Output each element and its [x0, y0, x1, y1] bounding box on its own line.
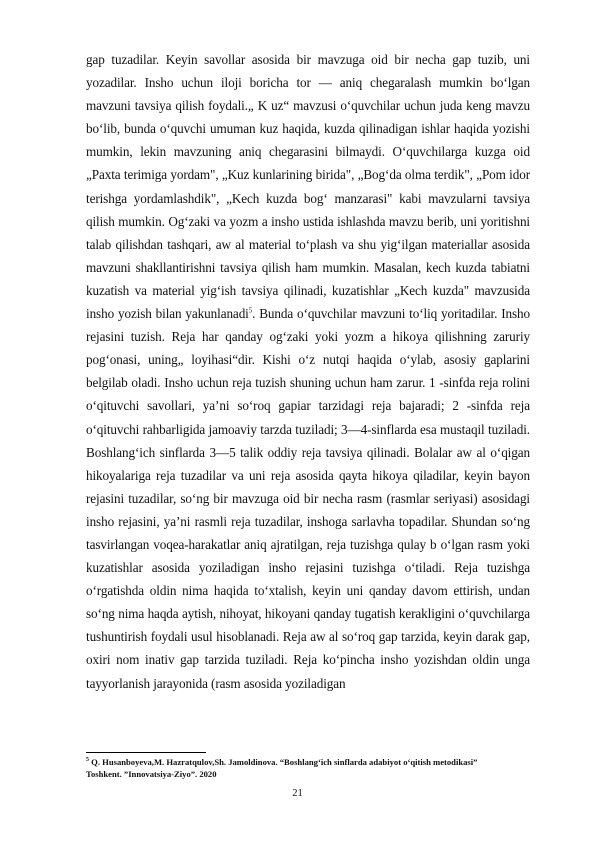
footnote-citation: Q. Husanboyeva,M. Hazratqulov,Sh. Jamoldinova. “Boshlang‘ich sinflarda adabiyot o‘qitish metodikasi” — [89, 757, 478, 767]
footnote-marker: 5 — [86, 757, 89, 764]
footnote-reference[interactable]: 5 — [248, 306, 253, 315]
footnote — [86, 756, 530, 780]
paragraph-text-part-1: gap tuzadilar. Keyin savollar asosida bir mavzuga oid bir necha gap tuzib, uni yozadilar. Insho uchun iloji boricha tor — aniq chegaralash mumkin bo‘lgan mavzuni tavsiya qilish foydali.„ K uz“ mavzusi o‘quvchilar uchun juda keng mavzu bo‘lib, bunda o‘quvchi umuman kuz haqida, kuzda qilinadigan ishlar haqida yozishi mumkin, lekin mavzuning aniq chegarasini bilmaydi. O‘quvchilarga kuzga oid „Paxta terimiga yordam", „Kuz kunlarining birida", „Bog‘da olma terdik", „Pom idor terishga yordamlashdik", „Kech kuzda bog‘ manzarasi" kabi mavzularni tavsiya qilish mumkin. Og‘zaki va yozm a insho ustida ishlashda mavzu berib, uni yoritishni talab qilishdan tashqari, aw al material to‘plash va shu yig‘ilgan materiallar asosida mavzuni shakllantirishni tavsiya qilish ham mumkin. Masalan, kech kuzda tabiatni kuzatish va material yig‘ish tavsiya qilinadi, kuzatishlar „Kech kuzda" mavzusida insho yozish bilan yakunlanadi — [86, 52, 530, 322]
footnote-divider — [86, 752, 206, 753]
page-body — [86, 48, 530, 695]
paragraph-text-part-2: . Bunda o‘quvchilar mavzuni to‘liq yoritadilar. Insho rejasini tuzish. Reja har qanday og‘zaki yoki yozm a hikoya qilishning zaruriy pog‘onasi, uning„ loyihasi“dir. Kishi o‘z nutqi haqida o‘ylab, asosiy gaplarini belgilab oladi. Insho uchun reja tuzish shuning uchun ham zarur. 1 -sinfda reja rolini o‘qituvchi savollari, ya’ni so‘roq gapiar tarzidagi reja bajaradi; 2 -sinfda reja o‘qituvchi rahbarligida jamoaviy tarzda tuziladi; 3—4-sinflarda esa mustaqil tuziladi. Boshlang‘ich sinflarda 3—5 talik oddiy reja tavsiya qilinadi. Bolalar aw al o‘qigan hikoyalariga reja tuzadilar va uni reja asosida qayta hikoya qiladilar, keyin bayon rejasini tuzadilar, so‘ng bir mavzuga oid bir necha rasm (rasmlar seriyasi) asosidagi insho rejasini, ya’ni rasmli reja tuzadilar, inshoga sarlavha topadilar. Shundan so‘ng tasvirlangan voqea-harakatlar aniq ajratilgan, reja tuzishga qulay b o‘lgan rasm yoki kuzatishlar asosida yoziladigan insho rejasini tuzishga o‘tiladi. Reja tuzishga o‘rgatishda oldin nima haqida to‘xtalish, keyin uni qanday davom ettirish, undan so‘ng nima haqda aytish, nihoyat, hikoyani qanday tugatish kerakligini o‘quvchilarga tushuntirish foydali usul hisoblanadi. Reja aw al so‘roq gap tarzida, keyin darak gap, oxiri nom inativ gap tarzida tuziladi. Reja ko‘pincha insho yozishdan oldin unga tayyorlanish jarayonida (rasm asosida yoziladigan — [86, 306, 530, 691]
footnote-line-2: Toshkent. ”Innovatsiya-Ziyo”. 2020 — [86, 769, 217, 779]
footnote-line-1 — [86, 756, 530, 768]
main-paragraph — [86, 48, 530, 695]
page-number: 21 — [292, 788, 303, 799]
